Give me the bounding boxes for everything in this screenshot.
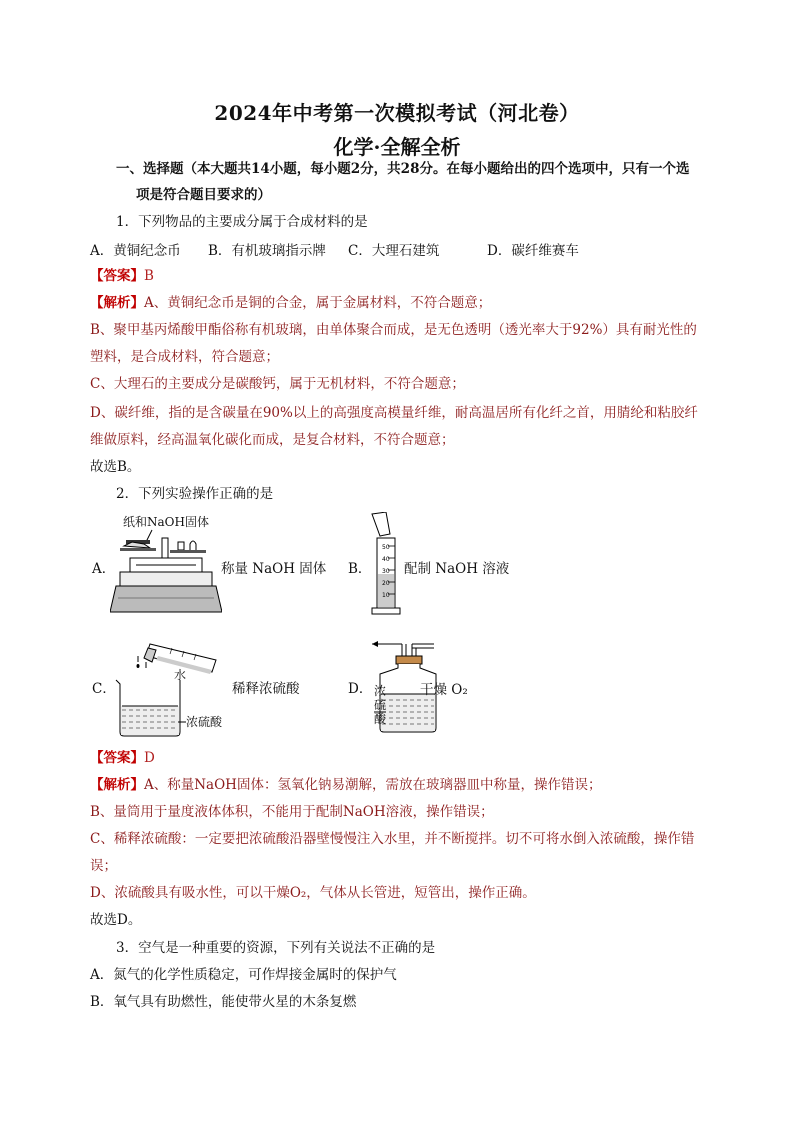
page-title: 2024年中考第一次模拟考试（河北卷） [214, 101, 580, 125]
tick-label: 20 [382, 580, 390, 587]
q2-option-c-annotation-water: 水 [174, 668, 187, 682]
analysis-tag: 【解析】 [90, 777, 144, 793]
q2-option-b-label: 配制 NaOH 溶液 [404, 561, 510, 577]
answer-tag: 【答案】 [90, 750, 144, 766]
q2-analysis-line: 【解析】A、称量NaOH固体：氢氧化钠易潮解，需放在玻璃器皿中称量，操作错误； [90, 777, 602, 793]
q1-conclusion: 故选B。 [90, 459, 141, 475]
tick-label: 30 [382, 568, 390, 575]
q2-option-a-label: 称量 NaOH 固体 [221, 561, 327, 577]
analysis-tag: 【解析】 [90, 295, 144, 311]
q2-option-d-letter: D． [348, 681, 373, 697]
q2-option-c-label: 稀释浓硫酸 [232, 681, 300, 697]
q3-stem: 3．空气是一种重要的资源，下列有关说法不正确的是 [116, 940, 436, 956]
q1-analysis-line: 维做原料，经高温氧化碳化而成，是复合材料，不符合题意； [90, 432, 455, 448]
q1-option-d: D．碳纤维赛车 [487, 243, 579, 259]
q2-option-b-letter: B． [348, 561, 372, 577]
q1-analysis-line: B、聚甲基丙烯酸甲酯俗称有机玻璃，由单体聚合而成，是无色透明（透光率大于92%）具有耐光性的 [90, 322, 697, 338]
q1-option-a: A．黄铜纪念币 [90, 243, 181, 259]
q2-conclusion: 故选D。 [90, 912, 142, 928]
q1-analysis-line: D、碳纤维，指的是含碳量在90%以上的高强度高模量纤维，耐高温居所有化纤之首，用腈纶和粘胶纤 [90, 405, 698, 421]
q2-option-a-letter: A． [92, 561, 116, 577]
q3-option-b: B．氧气具有助燃性，能使带火星的木条复燃 [90, 994, 357, 1010]
q2-option-a-annotation: 纸和NaOH固体 [123, 515, 209, 529]
tick-label: 50 [382, 544, 390, 551]
balance-figure [110, 528, 222, 614]
q2-option-d-annotation: 浓硫酸 [374, 684, 387, 726]
q2-answer [90, 748, 730, 768]
q3-option-a: A．氮气的化学性质稳定，可作焊接金属时的保护气 [90, 967, 397, 983]
section-heading-line2: 项是符合题目要求的） [136, 187, 271, 203]
q2-option-c-letter: C． [92, 681, 116, 697]
q1-analysis-line: 塑料，是合成材料，符合题意； [90, 349, 279, 365]
q1-stem: 1．下列物品的主要成分属于合成材料的是 [116, 214, 368, 230]
answer-value: D [144, 750, 155, 766]
q2-analysis-line: D、浓硫酸具有吸水性，可以干燥O₂，气体从长管进，短管出，操作正确。 [90, 885, 536, 901]
answer-tag: 【答案】 [90, 268, 144, 284]
graduated-cylinder-figure [368, 512, 404, 616]
q2-stem: 2．下列实验操作正确的是 [116, 486, 274, 502]
tick-label: 40 [382, 556, 390, 563]
q2-analysis-line: C、稀释浓硫酸：一定要把浓硫酸沿器壁慢慢注入水里，并不断搅拌。切不可将水倒入浓硫酸，操作错 [90, 831, 695, 847]
page-subtitle: 化学·全解全析 [333, 135, 461, 159]
section-heading-line1: 一、选择题（本大题共14小题，每小题2分，共28分。在每小题给出的四个选项中，只有一个选 [116, 161, 690, 177]
q2-option-d-label: 干燥 O₂ [420, 682, 468, 698]
answer-value: B [144, 268, 154, 284]
q1-answer [90, 266, 730, 286]
q2-option-c-annotation-acid: 浓硫酸 [186, 715, 223, 729]
q1-option-b: B．有机玻璃指示牌 [208, 243, 326, 259]
q2-analysis-line: 误； [90, 858, 117, 874]
tick-label: 10 [382, 592, 390, 599]
q2-analysis-line: B、量筒用于量度液体体积，不能用于配制NaOH溶液，操作错误； [90, 804, 494, 820]
q1-analysis-line: C、大理石的主要成分是碳酸钙，属于无机材料，不符合题意； [90, 376, 465, 392]
q1-analysis-line: 【解析】A、黄铜纪念币是铜的合金，属于金属材料，不符合题意； [90, 295, 492, 311]
q1-option-c: C．大理石建筑 [348, 243, 440, 259]
